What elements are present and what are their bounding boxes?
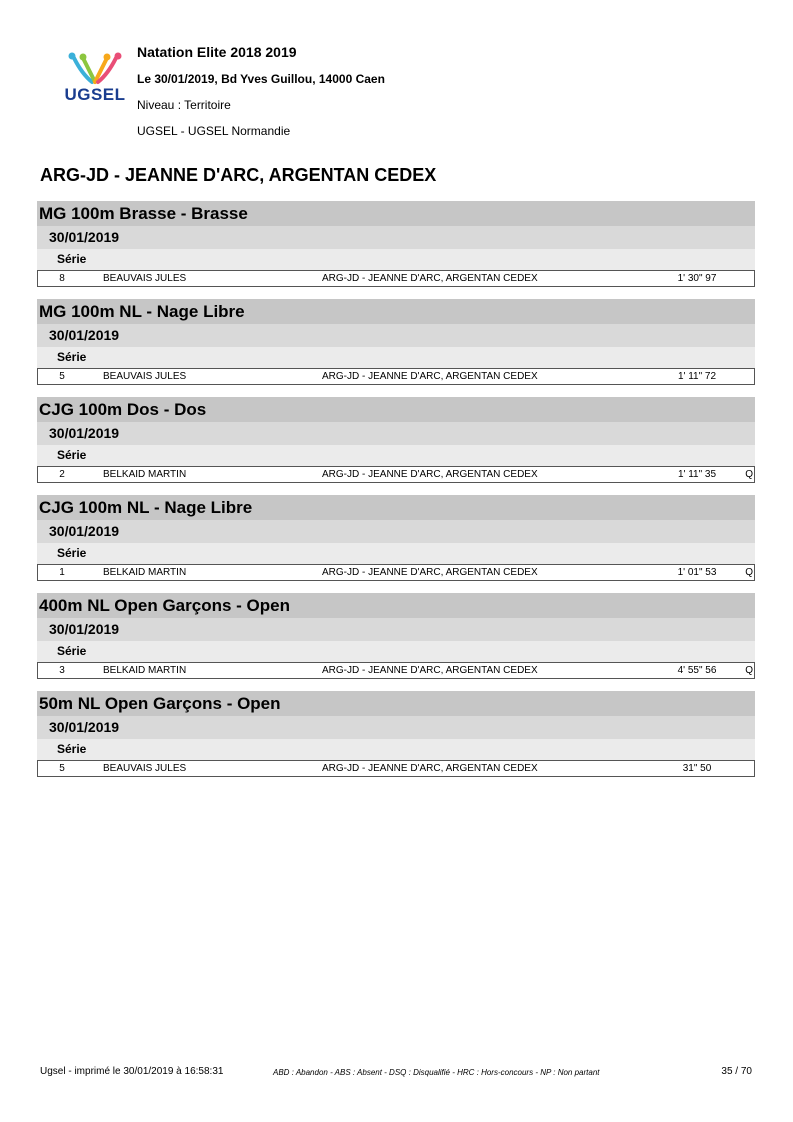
event-serie-label: Série (37, 543, 755, 564)
event-title: CJG 100m NL - Nage Libre (37, 495, 755, 520)
result-place: 1 (59, 567, 65, 578)
meet-title: Natation Elite 2018 2019 (137, 44, 297, 60)
result-row (37, 368, 755, 385)
result-club: ARG-JD - JEANNE D'ARC, ARGENTAN CEDEX (322, 469, 538, 480)
event-block (37, 691, 755, 777)
result-swimmer-name: BEAUVAIS JULES (103, 371, 187, 382)
result-club: ARG-JD - JEANNE D'ARC, ARGENTAN CEDEX (322, 371, 538, 382)
page-number: 35 / 70 (721, 1066, 752, 1077)
event-serie-label: Série (37, 249, 755, 270)
result-row (37, 466, 755, 483)
result-time: 1' 30" 97 (677, 273, 717, 284)
meet-organization: UGSEL - UGSEL Normandie (137, 124, 291, 138)
event-block (37, 593, 755, 679)
result-place: 2 (59, 469, 65, 480)
page-header (0, 0, 793, 150)
result-swimmer-name: BELKAID MARTIN (103, 665, 187, 676)
abbreviation-legend: ABD : Abandon - ABS : Absent - DSQ : Disqualifié - HRC : Hors-concours - NP : Non partant (273, 1068, 600, 1077)
result-row (37, 270, 755, 287)
result-time: 4' 55" 56 (677, 665, 717, 676)
meet-level: Niveau : Territoire (137, 98, 231, 112)
result-row (37, 564, 755, 581)
event-block (37, 201, 755, 287)
printed-timestamp: Ugsel - imprimé le 30/01/2019 à 16:58:31 (40, 1066, 224, 1077)
event-title: 400m NL Open Garçons - Open (37, 593, 755, 618)
event-date: 30/01/2019 (37, 618, 755, 641)
ugsel-logo-figures-icon (62, 52, 128, 86)
event-date: 30/01/2019 (37, 226, 755, 249)
event-serie-label: Série (37, 739, 755, 760)
result-time: 1' 11" 72 (677, 371, 717, 382)
event-date: 30/01/2019 (37, 716, 755, 739)
event-serie-label: Série (37, 347, 755, 368)
result-club: ARG-JD - JEANNE D'ARC, ARGENTAN CEDEX (322, 567, 538, 578)
event-title: MG 100m Brasse - Brasse (37, 201, 755, 226)
event-title: 50m NL Open Garçons - Open (37, 691, 755, 716)
event-block (37, 299, 755, 385)
logo-text: UGSEL (64, 85, 126, 104)
result-time: 1' 01" 53 (677, 567, 717, 578)
result-place: 8 (59, 273, 65, 284)
result-swimmer-name: BEAUVAIS JULES (103, 273, 187, 284)
result-club: ARG-JD - JEANNE D'ARC, ARGENTAN CEDEX (322, 665, 538, 676)
events-list (37, 201, 755, 789)
event-date: 30/01/2019 (37, 422, 755, 445)
result-place: 5 (59, 763, 65, 774)
event-serie-label: Série (37, 445, 755, 466)
result-place: 3 (59, 665, 65, 676)
result-row (37, 760, 755, 777)
event-block (37, 495, 755, 581)
ugsel-logo (62, 52, 128, 108)
result-qualification: Q (745, 665, 753, 676)
result-swimmer-name: BELKAID MARTIN (103, 469, 187, 480)
event-date: 30/01/2019 (37, 520, 755, 543)
result-qualification: Q (745, 567, 753, 578)
event-serie-label: Série (37, 641, 755, 662)
event-title: MG 100m NL - Nage Libre (37, 299, 755, 324)
result-qualification: Q (745, 469, 753, 480)
result-place: 5 (59, 371, 65, 382)
page-footer (0, 1064, 793, 1084)
result-club: ARG-JD - JEANNE D'ARC, ARGENTAN CEDEX (322, 763, 538, 774)
result-row (37, 662, 755, 679)
result-time: 31" 50 (682, 763, 712, 774)
club-title: ARG-JD - JEANNE D'ARC, ARGENTAN CEDEX (40, 165, 437, 185)
event-title: CJG 100m Dos - Dos (37, 397, 755, 422)
event-date: 30/01/2019 (37, 324, 755, 347)
result-time: 1' 11" 35 (677, 469, 717, 480)
event-block (37, 397, 755, 483)
result-swimmer-name: BEAUVAIS JULES (103, 763, 187, 774)
result-club: ARG-JD - JEANNE D'ARC, ARGENTAN CEDEX (322, 273, 538, 284)
meet-date-location: Le 30/01/2019, Bd Yves Guillou, 14000 Caen (137, 72, 385, 86)
result-swimmer-name: BELKAID MARTIN (103, 567, 187, 578)
